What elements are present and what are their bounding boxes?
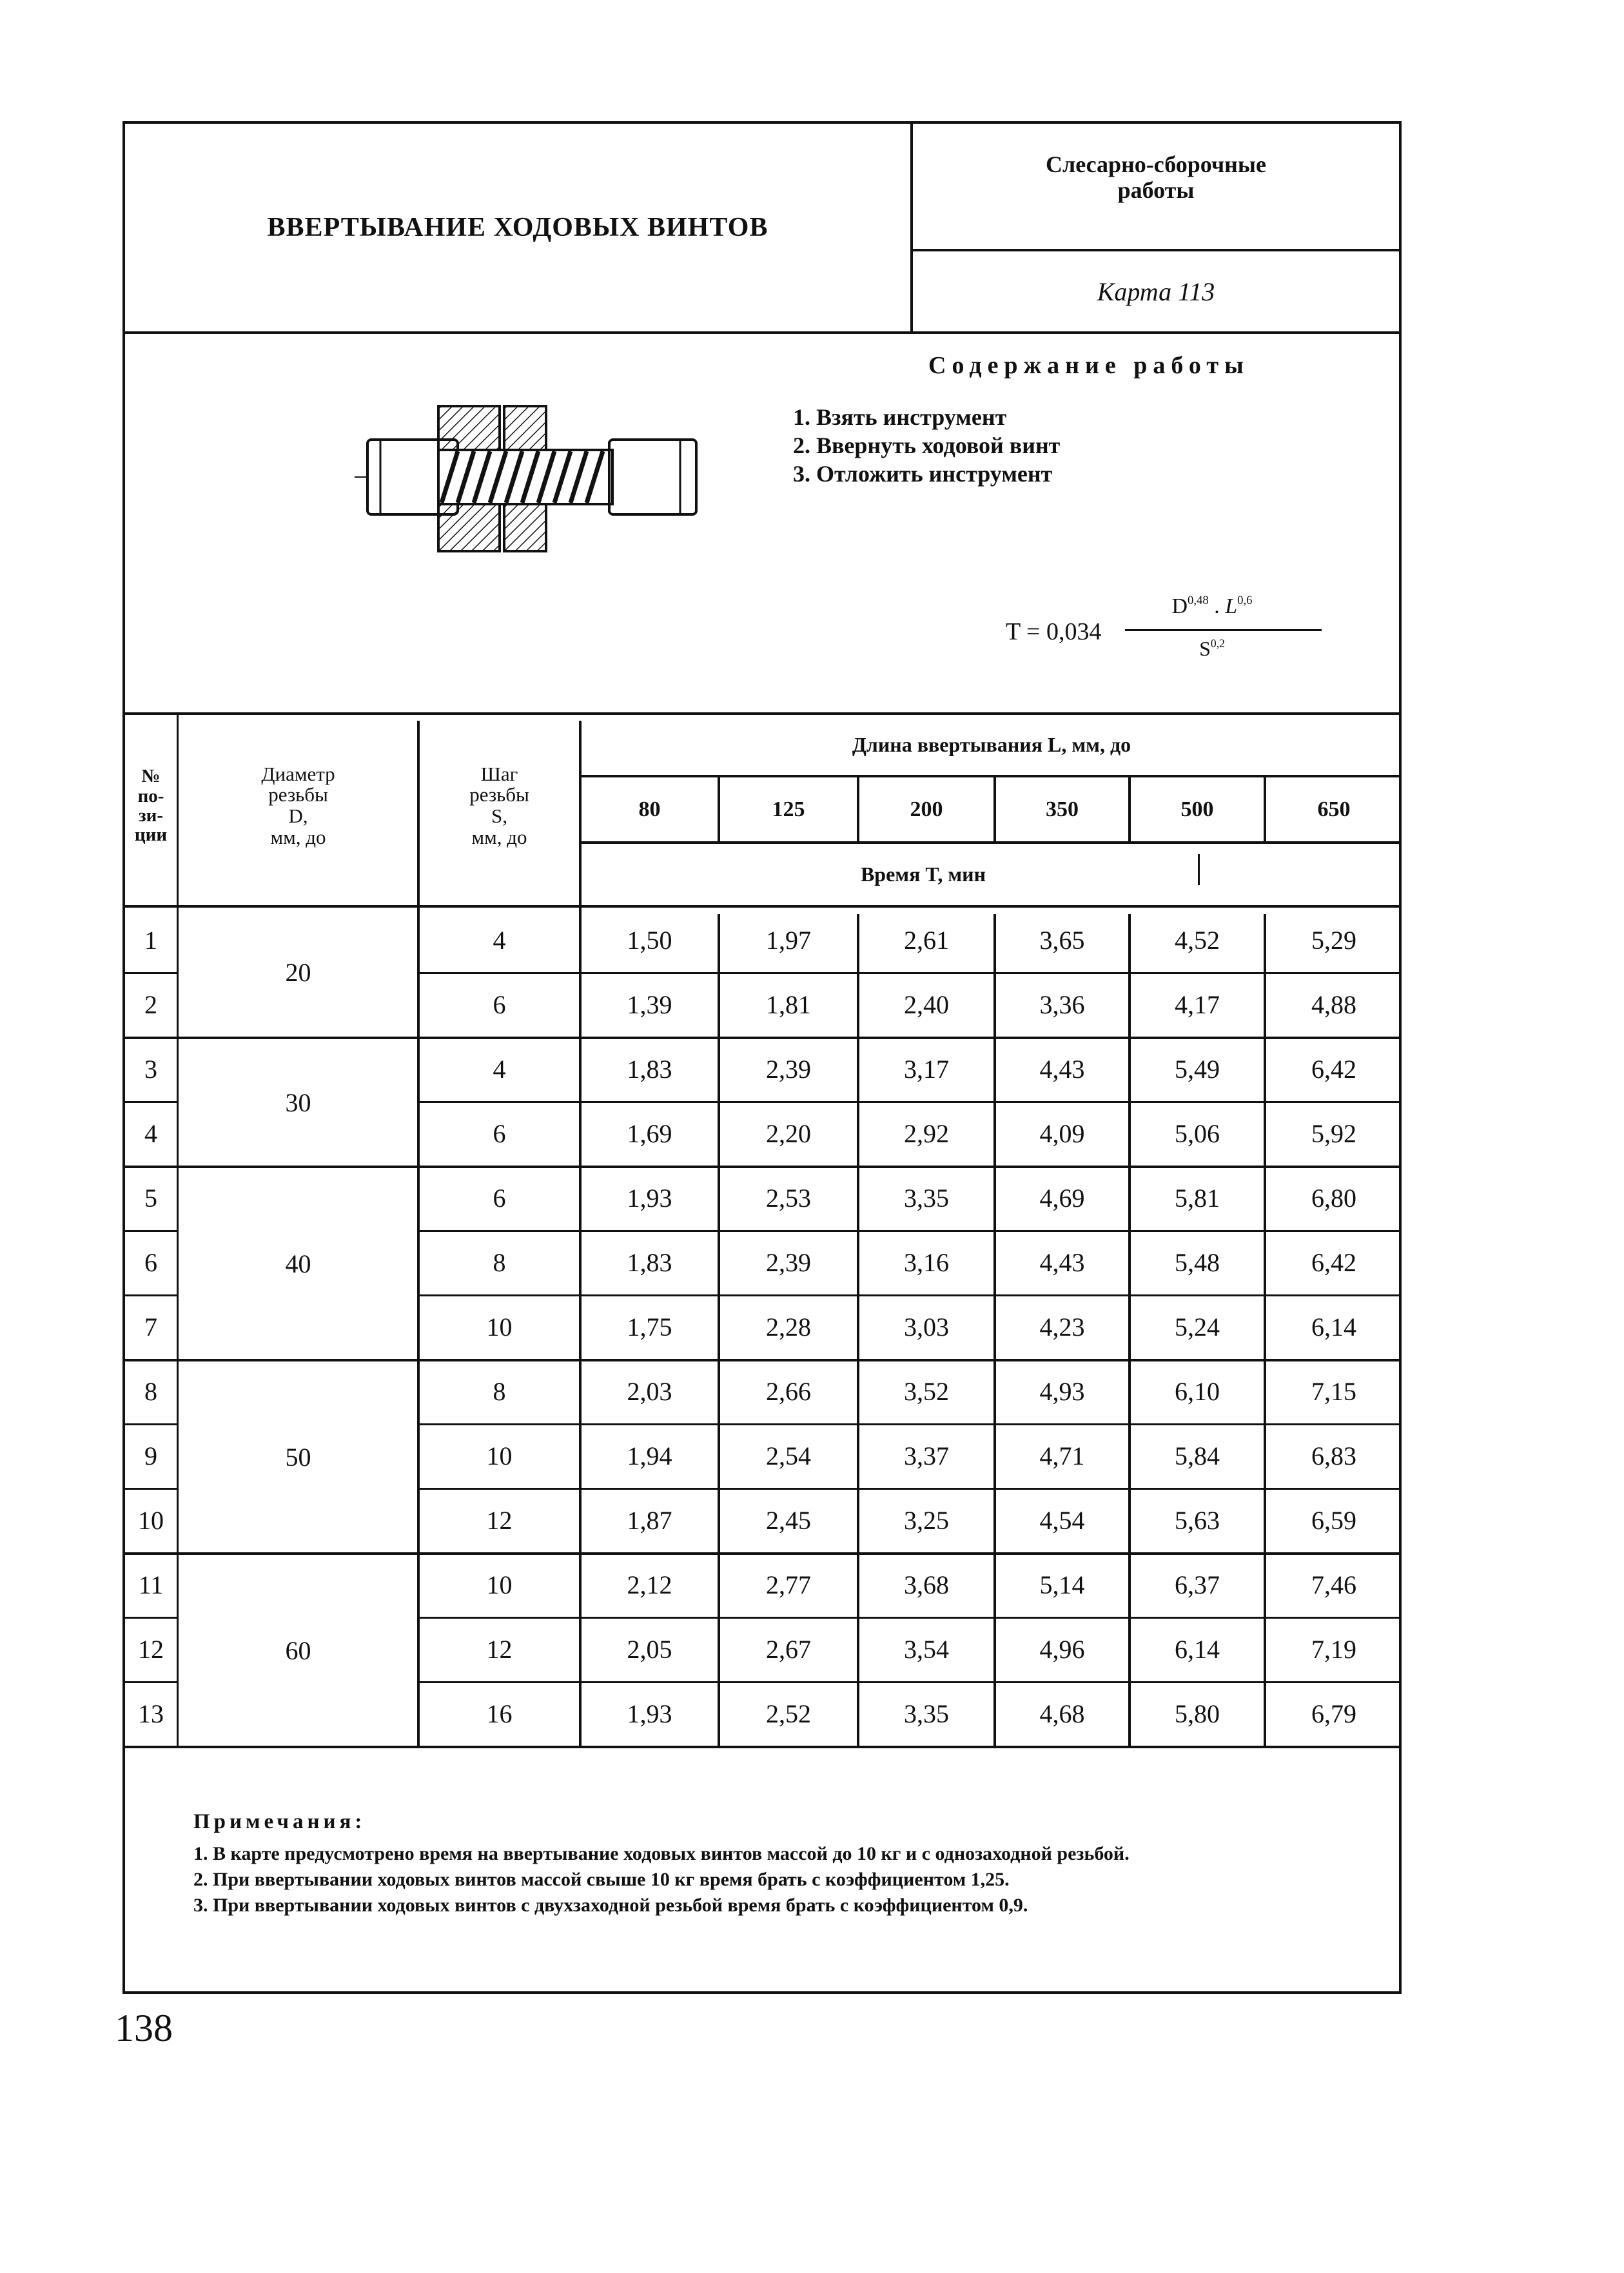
row-time-value: 1,39 [627, 990, 672, 1019]
row-time-value: 1,50 [627, 925, 672, 955]
diameter-group: 50 [285, 1442, 311, 1472]
length-col-header: 350 [1046, 797, 1079, 821]
row-time-value: 6,59 [1311, 1505, 1356, 1535]
row-step: 12 [486, 1505, 513, 1535]
row-time-value: 4,69 [1039, 1183, 1085, 1213]
row-step: 4 [493, 925, 506, 955]
row-position: 12 [138, 1634, 164, 1664]
row-position: 3 [144, 1054, 157, 1084]
row-time-value: 2,67 [766, 1634, 811, 1664]
row-time-value: 5,49 [1175, 1054, 1220, 1084]
header-bottom-line [122, 331, 1402, 334]
row-time-value: 4,96 [1039, 1634, 1085, 1664]
row-position: 2 [144, 990, 157, 1019]
formula-numerator [1135, 594, 1289, 619]
work-step: 1. Взять инструмент [793, 404, 1007, 430]
formula-d: D [1171, 594, 1188, 619]
header-position-line: по- [137, 785, 164, 806]
row-time-value: 1,69 [627, 1118, 672, 1148]
row-time-value: 4,43 [1039, 1054, 1085, 1084]
formula-fraction-bar [1125, 629, 1322, 631]
row-time-value: 3,17 [904, 1054, 949, 1084]
length-header: Длина ввертывания L, мм, до [852, 732, 1131, 756]
row-time-value: 4,71 [1039, 1441, 1085, 1470]
table-bottom-line [122, 1746, 1402, 1748]
row-time-value: 2,61 [904, 925, 949, 955]
header-position-line: ции [134, 824, 168, 846]
row-step: 6 [493, 1118, 506, 1148]
row-time-value: 1,83 [627, 1054, 672, 1084]
row-step: 10 [486, 1570, 513, 1599]
header-position-line: зи- [138, 805, 164, 826]
row-time-value: 4,17 [1175, 990, 1220, 1019]
note-item: 2. При ввертывании ходовых винтов массой свыше 10 кг время брать с коэффициентом 1,25. [193, 1869, 1010, 1890]
note-item: 3. При ввертывании ходовых винтов с двухзаходной резьбой время брать с коэффициентом 0,9. [193, 1895, 1028, 1916]
header-step-line: S, [491, 805, 507, 827]
row-time-value: 1,97 [766, 925, 811, 955]
row-time-value: 2,28 [766, 1312, 811, 1341]
row-time-value: 2,54 [766, 1441, 811, 1470]
row-time-value: 3,37 [904, 1441, 949, 1470]
row-time-value: 2,53 [766, 1183, 811, 1213]
formula-lhs: T = 0,034 [1006, 618, 1102, 645]
row-step: 8 [493, 1376, 506, 1406]
work-steps [793, 403, 1060, 488]
row-time-value: 1,75 [627, 1312, 672, 1341]
work-step: 2. Ввернуть ходовой винт [793, 433, 1061, 458]
row-time-value: 2,39 [766, 1247, 811, 1277]
row-time-value: 5,14 [1039, 1570, 1085, 1599]
formula-l: L [1225, 594, 1238, 619]
row-time-value: 6,37 [1175, 1570, 1220, 1599]
row-time-value: 6,14 [1175, 1634, 1220, 1664]
content-heading: Содержание работы [928, 352, 1249, 379]
row-time-value: 4,09 [1039, 1118, 1085, 1148]
work-category [913, 152, 1399, 203]
work-category-line2: работы [1117, 177, 1195, 203]
row-position: 11 [138, 1570, 164, 1599]
row-step: 4 [493, 1054, 506, 1084]
page-number: 138 [115, 2007, 173, 2049]
row-time-value: 3,36 [1039, 990, 1085, 1019]
length-col-header: 80 [638, 797, 661, 821]
row-time-value: 2,05 [627, 1634, 672, 1664]
row-time-value: 5,80 [1175, 1699, 1220, 1728]
row-time-value: 2,77 [766, 1570, 811, 1599]
length-col-header: 125 [772, 797, 805, 821]
header-position [125, 741, 177, 870]
row-time-value: 3,03 [904, 1312, 949, 1341]
row-step: 10 [486, 1441, 513, 1470]
header-step-line: резьбы [469, 783, 529, 806]
row-time-value: 4,52 [1175, 925, 1220, 955]
row-step: 10 [486, 1312, 513, 1341]
note-item: 1. В карте предусмотрено время на ввертывание ходовых винтов массой до 10 кг и с однозаходной резьбой. [193, 1843, 1130, 1864]
row-time-value: 1,94 [627, 1441, 672, 1470]
row-time-value: 5,92 [1311, 1118, 1356, 1148]
row-position: 4 [144, 1118, 157, 1148]
row-time-value: 6,42 [1311, 1054, 1356, 1084]
row-position: 1 [144, 925, 157, 955]
row-position: 8 [144, 1376, 157, 1406]
row-time-value: 2,45 [766, 1505, 811, 1535]
row-time-value: 2,20 [766, 1118, 811, 1148]
diameter-group: 40 [285, 1249, 311, 1278]
notes-title: Примечания: [193, 1810, 366, 1833]
row-time-value: 3,54 [904, 1634, 949, 1664]
row-step: 8 [493, 1247, 506, 1277]
work-category-line1: Слесарно-сборочные [1046, 151, 1266, 177]
row-step: 6 [493, 990, 506, 1019]
row-time-value: 5,24 [1175, 1312, 1220, 1341]
row-time-value: 4,23 [1039, 1312, 1085, 1341]
header-position-line: № [141, 766, 161, 787]
row-time-value: 2,39 [766, 1054, 811, 1084]
card-number: Карта 113 [1097, 277, 1215, 306]
row-time-value: 5,06 [1175, 1118, 1220, 1148]
row-time-value: 3,16 [904, 1247, 949, 1277]
frame-bottom [122, 1991, 1402, 1994]
row-time-value: 6,80 [1311, 1183, 1356, 1213]
length-col-header: 500 [1180, 797, 1214, 821]
header-step-line: мм, до [471, 825, 527, 848]
row-time-value: 6,42 [1311, 1247, 1356, 1277]
row-time-value: 2,52 [766, 1699, 811, 1728]
row-position: 9 [144, 1441, 157, 1470]
row-time-value: 6,14 [1311, 1312, 1356, 1341]
header-diameter-line: Диаметр [261, 762, 335, 785]
row-time-value: 5,48 [1175, 1247, 1220, 1277]
row-time-value: 4,93 [1039, 1376, 1085, 1406]
header-diameter-line: D, [288, 805, 308, 827]
row-time-value: 1,93 [627, 1183, 672, 1213]
row-position: 7 [144, 1312, 157, 1341]
row-time-value: 3,35 [904, 1699, 949, 1728]
row-time-value: 2,92 [904, 1118, 949, 1148]
row-time-value: 6,83 [1311, 1441, 1356, 1470]
formula-l-exp: 0,6 [1237, 594, 1253, 607]
row-step: 16 [486, 1699, 513, 1728]
row-time-value: 3,52 [904, 1376, 949, 1406]
row-time-value: 3,68 [904, 1570, 949, 1599]
row-time-value: 3,25 [904, 1505, 949, 1535]
header-diameter-line: мм, до [270, 825, 326, 848]
row-time-value: 5,81 [1175, 1183, 1220, 1213]
row-position: 13 [138, 1699, 164, 1728]
header-diameter [179, 741, 417, 870]
row-time-value: 1,93 [627, 1699, 672, 1728]
row-step: 12 [486, 1634, 513, 1664]
header-step [420, 741, 579, 870]
row-position: 10 [138, 1505, 164, 1535]
diameter-group: 60 [285, 1635, 311, 1665]
header-step-line: Шаг [480, 762, 518, 785]
row-time-value: 7,19 [1311, 1634, 1356, 1664]
row-position: 5 [144, 1183, 157, 1213]
page-title: ВВЕРТЫВАНИЕ ХОДОВЫХ ВИНТОВ [267, 213, 768, 242]
notes-list [193, 1841, 1393, 1918]
header-diameter-line: резьбы [268, 783, 328, 806]
formula-s-exp: 0,2 [1210, 637, 1225, 650]
diameter-group: 30 [285, 1088, 311, 1117]
row-time-value: 6,79 [1311, 1699, 1356, 1728]
formula-s: S [1199, 637, 1211, 661]
row-time-value: 1,83 [627, 1247, 672, 1277]
row-time-value: 7,15 [1311, 1376, 1356, 1406]
lead-screw-illustration [335, 380, 709, 567]
work-step: 3. Отложить инструмент [793, 461, 1053, 487]
formula-denominator [1135, 637, 1289, 661]
row-position: 6 [144, 1247, 157, 1277]
row-time-value: 7,46 [1311, 1570, 1356, 1599]
row-time-value: 2,03 [627, 1376, 672, 1406]
length-col-header: 200 [910, 797, 943, 821]
row-time-value: 4,88 [1311, 990, 1356, 1019]
row-time-value: 3,65 [1039, 925, 1085, 955]
row-step: 6 [493, 1183, 506, 1213]
row-time-value: 1,81 [766, 990, 811, 1019]
row-time-value: 2,40 [904, 990, 949, 1019]
time-header: Время T, мин [860, 862, 986, 886]
formula-dot: . [1214, 594, 1220, 619]
row-time-value: 4,43 [1039, 1247, 1085, 1277]
row-time-value: 5,84 [1175, 1441, 1220, 1470]
formula-d-exp: 0,48 [1188, 594, 1209, 607]
row-time-value: 4,54 [1039, 1505, 1085, 1535]
row-time-value: 5,63 [1175, 1505, 1220, 1535]
row-time-value: 2,66 [766, 1376, 811, 1406]
row-time-value: 6,10 [1175, 1376, 1220, 1406]
row-time-value: 4,68 [1039, 1699, 1085, 1728]
diameter-group: 20 [285, 957, 311, 987]
length-col-header: 650 [1317, 797, 1351, 821]
row-time-value: 3,35 [904, 1183, 949, 1213]
row-time-value: 1,87 [627, 1505, 672, 1535]
row-time-value: 2,12 [627, 1570, 672, 1599]
row-time-value: 5,29 [1311, 925, 1356, 955]
